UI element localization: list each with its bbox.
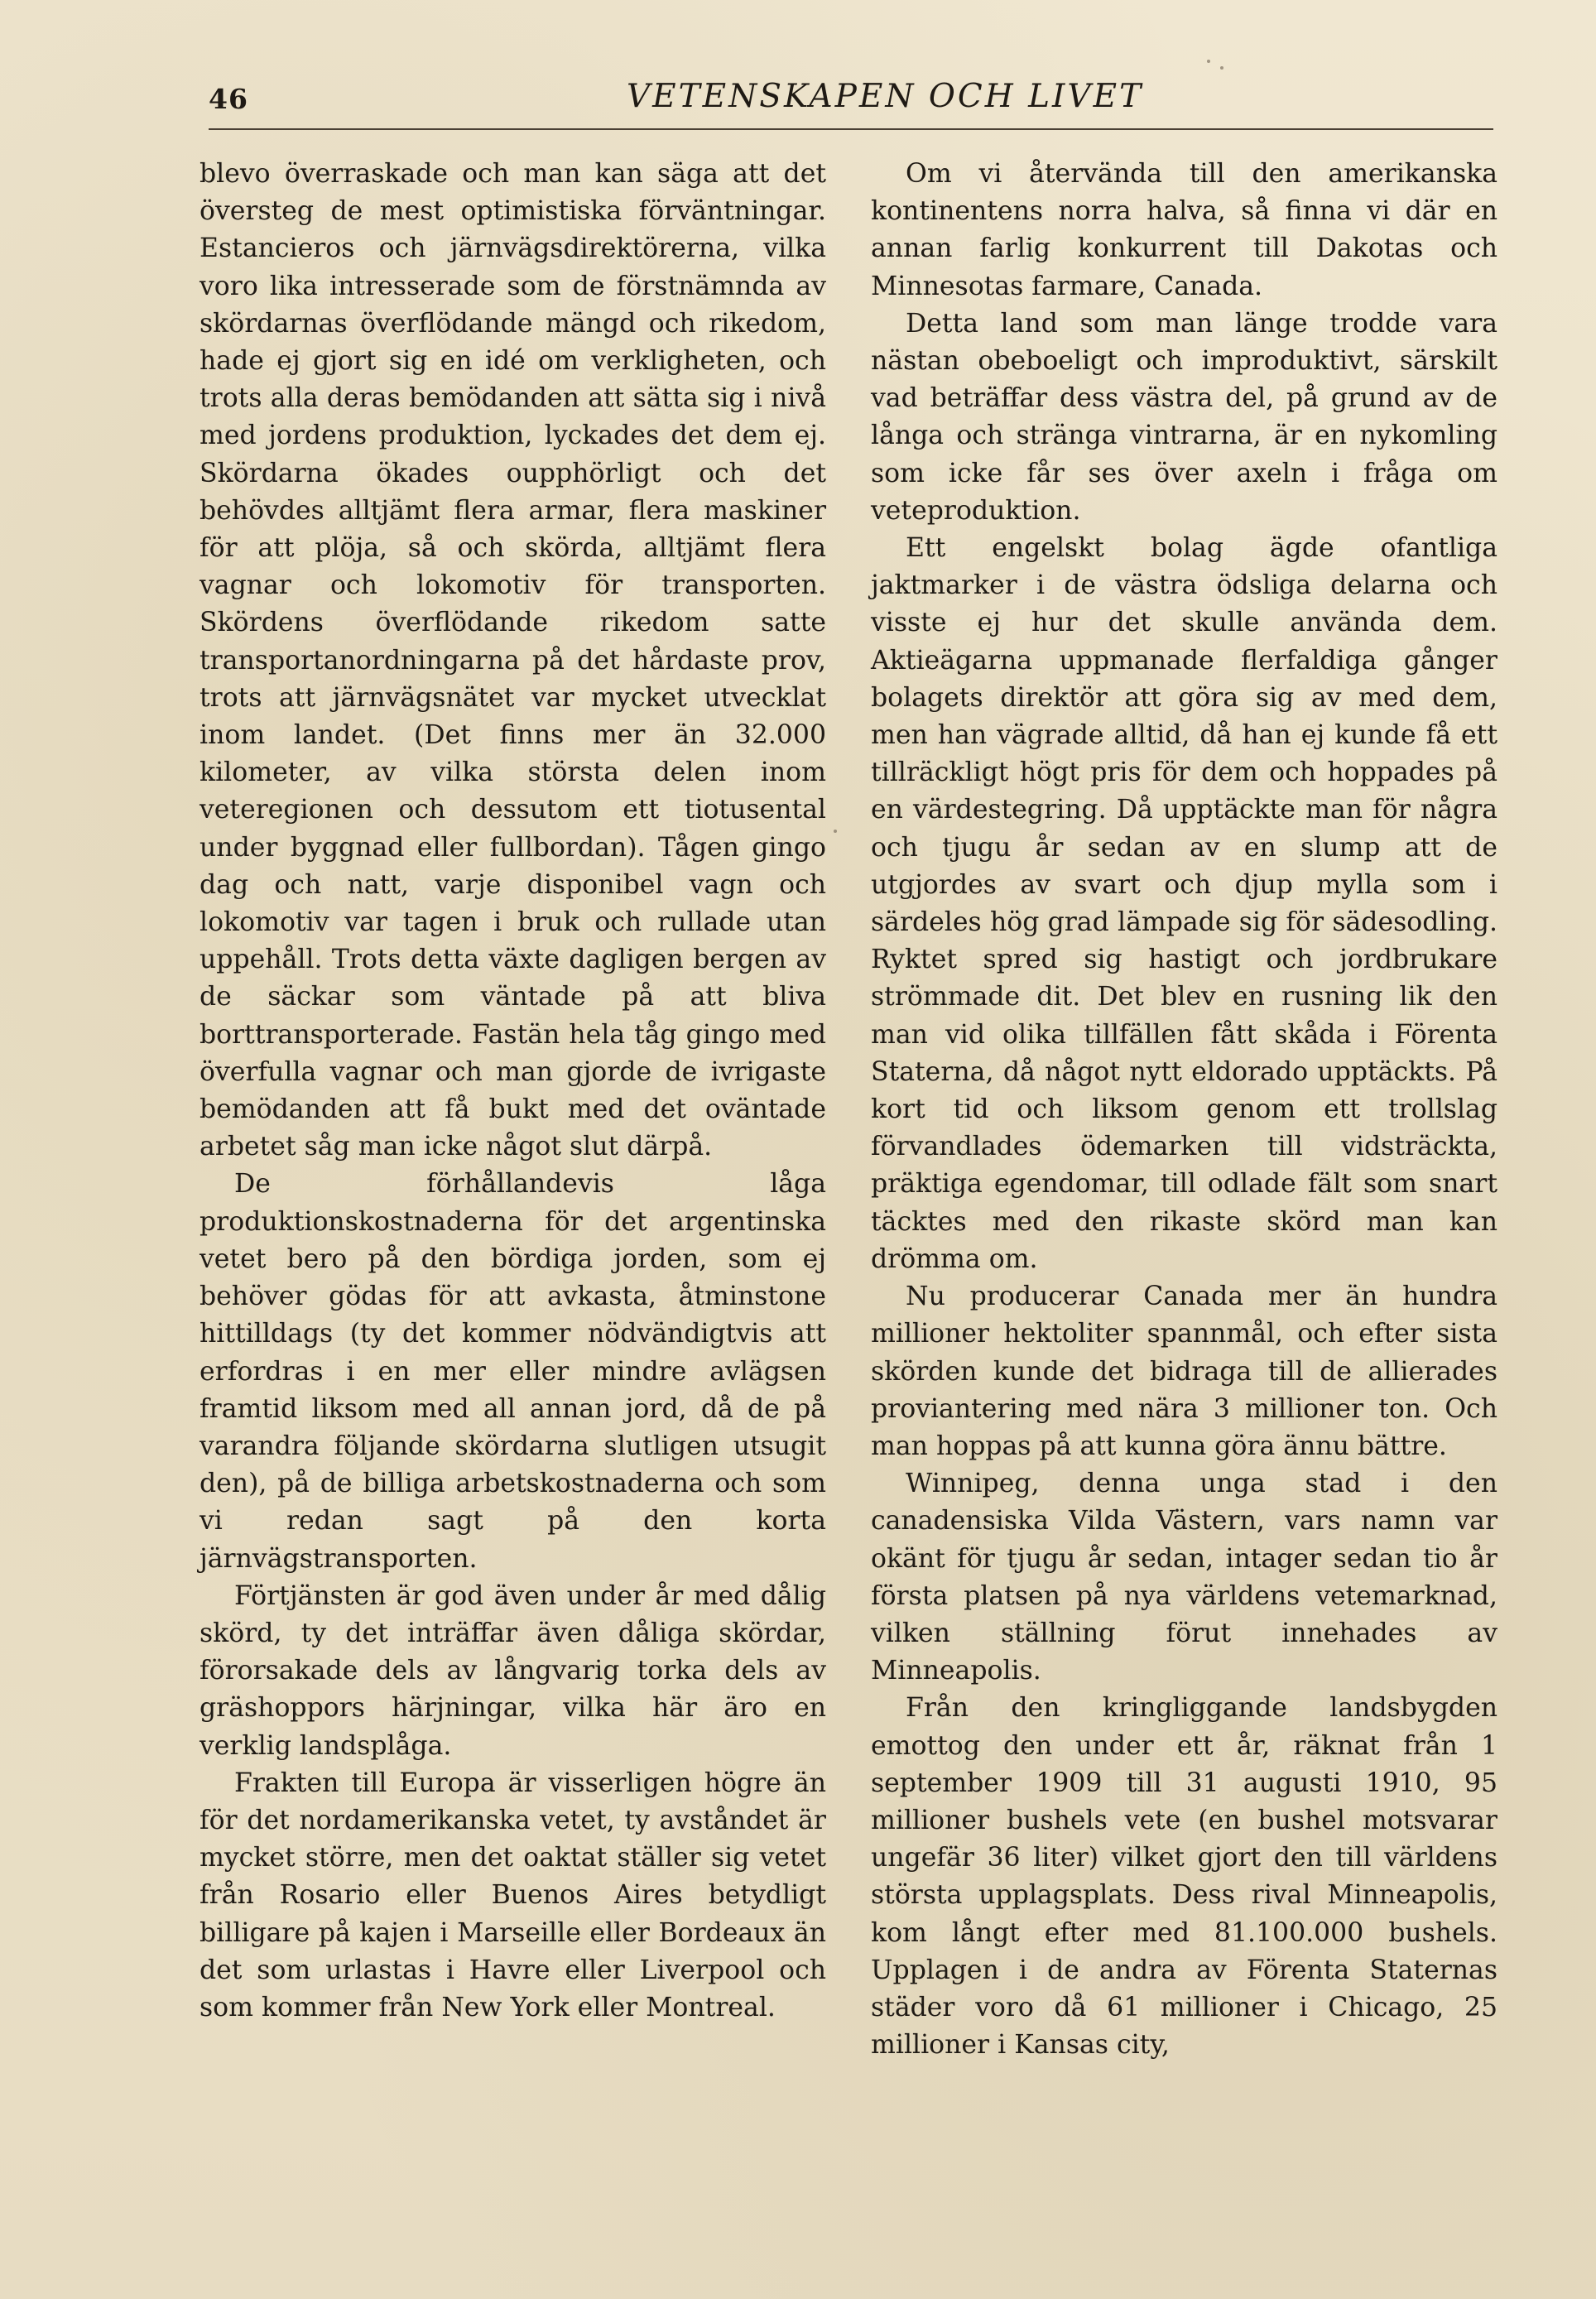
paragraph: Winnipeg, denna unga stad i den canadensiska Vilda Västern, vars namn var okänt för tjugu år sedan, intager sedan tio år första platsen på nya världens vetemarknad, vilken ställning förut innehades av Minneapolis. <box>871 1469 1497 1686</box>
paragraph: Förtjänsten är god även under år med dålig skörd, ty det inträffar även dåliga skördar, förorsakade dels av långvarig torka dels av gräshoppors härjningar, vilka här äro en verklig landsplåga. <box>200 1580 826 1761</box>
running-title: VETENSKAPEN OCH LIVET <box>627 78 1144 115</box>
paragraph: Ett engelskt bolag ägde ofantliga jaktmarker i de västra ödsliga delarna och visste ej hur det skulle använda dem. Aktieägarna uppmanade flerfaldiga gånger bolagets direktör att göra sig av med dem, men han vägrade alltid, då han ej kunde få ett tillräckligt högt pris för dem och hoppades på en värdestegring. Då upptäckte man för några och tjugu år sedan av en slump att de utgjordes av svart och djup mylla som i särdeles hög grad lämpade sig för sädesodling. Ryktet spred sig hastigt och jordbrukare strömmade dit. Det blev en rusning lik den man vid olika tillfällen fått skåda i Förenta Staterna, då något nytt eldorado upptäckts. På kort tid och liksom genom ett trollslag förvandlades ödemarken till vidsträckta, präktiga egendomar, till odlade fält som snart täcktes med den rikaste skörd man kan drömma om. <box>871 533 1497 1274</box>
paragraph: Från den kringliggande landsbygden emottog den under ett år, räknat från 1 september 1909 till 31 augusti 1910, 95 millioner bushels vete (en bushel motsvarar ungefär 36 liter) vilket gjort den till världens största upplagsplats. Dess rival Minneapolis, kom långt efter med 81.100.000 bushels. Upplagen i de andra av Förenta Staternas städer voro då 61 millioner i Chicago, 25 millioner i Kansas city, <box>871 1693 1497 2061</box>
paragraph: De förhållandevis låga produktionskostnaderna för det argentinska vetet bero på den bördiga jorden, som ej behöver gödas för att avkasta, åtminstone hittilldags (ty det kommer nödvändigtvis att erfordras i en mer eller mindre avlägsen framtid liksom med all annan jord, då de på varandra följande skördarna slutligen utsugit den), på de billiga arbetskostnaderna och som vi redan sagt på den korta järnvägstransporten. <box>200 1169 826 1574</box>
right-column <box>871 156 1497 2064</box>
left-column <box>200 156 826 2027</box>
header-rule <box>209 128 1493 130</box>
paragraph: Detta land som man länge trodde vara nästan obeboeligt och improduktivt, särskilt vad beträffar dess västra del, på grund av de långa och stränga vintrarna, är en nykomling som icke får ses över axeln i fråga om veteproduktion. <box>871 308 1497 526</box>
paragraph: Om vi återvända till den amerikanska kontinentens norra halva, så finna vi där en annan farlig konkurrent till Dakotas och Minnesotas farmare, Canada. <box>871 159 1497 301</box>
paragraph: Nu producerar Canada mer än hundra millioner hektoliter spannmål, och efter sista skörden kunde det bidraga till de allierades proviantering med nära 3 millioner ton. Och man hoppas på att kunna göra ännu bättre. <box>871 1282 1497 1461</box>
paragraph: Frakten till Europa är visserligen högre än för det nordamerikanska vetet, ty avståndet är mycket större, men det oaktat ställer sig vetet från Rosario eller Buenos Aires betydligt billigare på kajen i Marseille eller Bordeaux än det som urlastas i Havre eller Liverpool och som kommer från New York eller Montreal. <box>200 1768 826 2022</box>
paragraph: blevo överraskade och man kan säga att det översteg de mest optimistiska förväntningar. Estancieros och järnvägsdirektörerna, vilka voro lika intresserade som de förstnämnda av skördarnas överflödande mängd och rikedom, hade ej gjort sig en idé om verkligheten, och trots alla deras bemödanden att sätta sig i nivå med jordens produktion, lyckades det dem ej. Skördarna ökades oupphörligt och det behövdes alltjämt flera armar, flera maskiner för att plöja, så och skörda, alltjämt flera vagnar och lokomotiv för transporten. Skördens överflödande rikedom satte transportanordningarna på det hårdaste prov, trots att järnvägsnätet var mycket utvecklat inom landet. (Det finns mer än 32.000 kilometer, av vilka största delen inom veteregionen och dessutom ett tiotusental under byggnad eller fullbordan). Tågen gingo dag och natt, varje disponibel vagn och lokomotiv var tagen i bruk och rullade utan uppehåll. Trots detta växte dagligen bergen av de säckar som väntade på att bliva borttransporterade. Fastän hela tåg gingo med överfulla vagnar och man gjorde de ivrigaste bemödanden att få bukt med det oväntade arbetet såg man icke något slut därpå. <box>200 159 826 1162</box>
paper-speck <box>1220 66 1223 70</box>
paper-speck <box>834 830 837 833</box>
page-header <box>209 76 1493 126</box>
paper-speck <box>1207 60 1210 63</box>
page-number: 46 <box>209 83 248 115</box>
